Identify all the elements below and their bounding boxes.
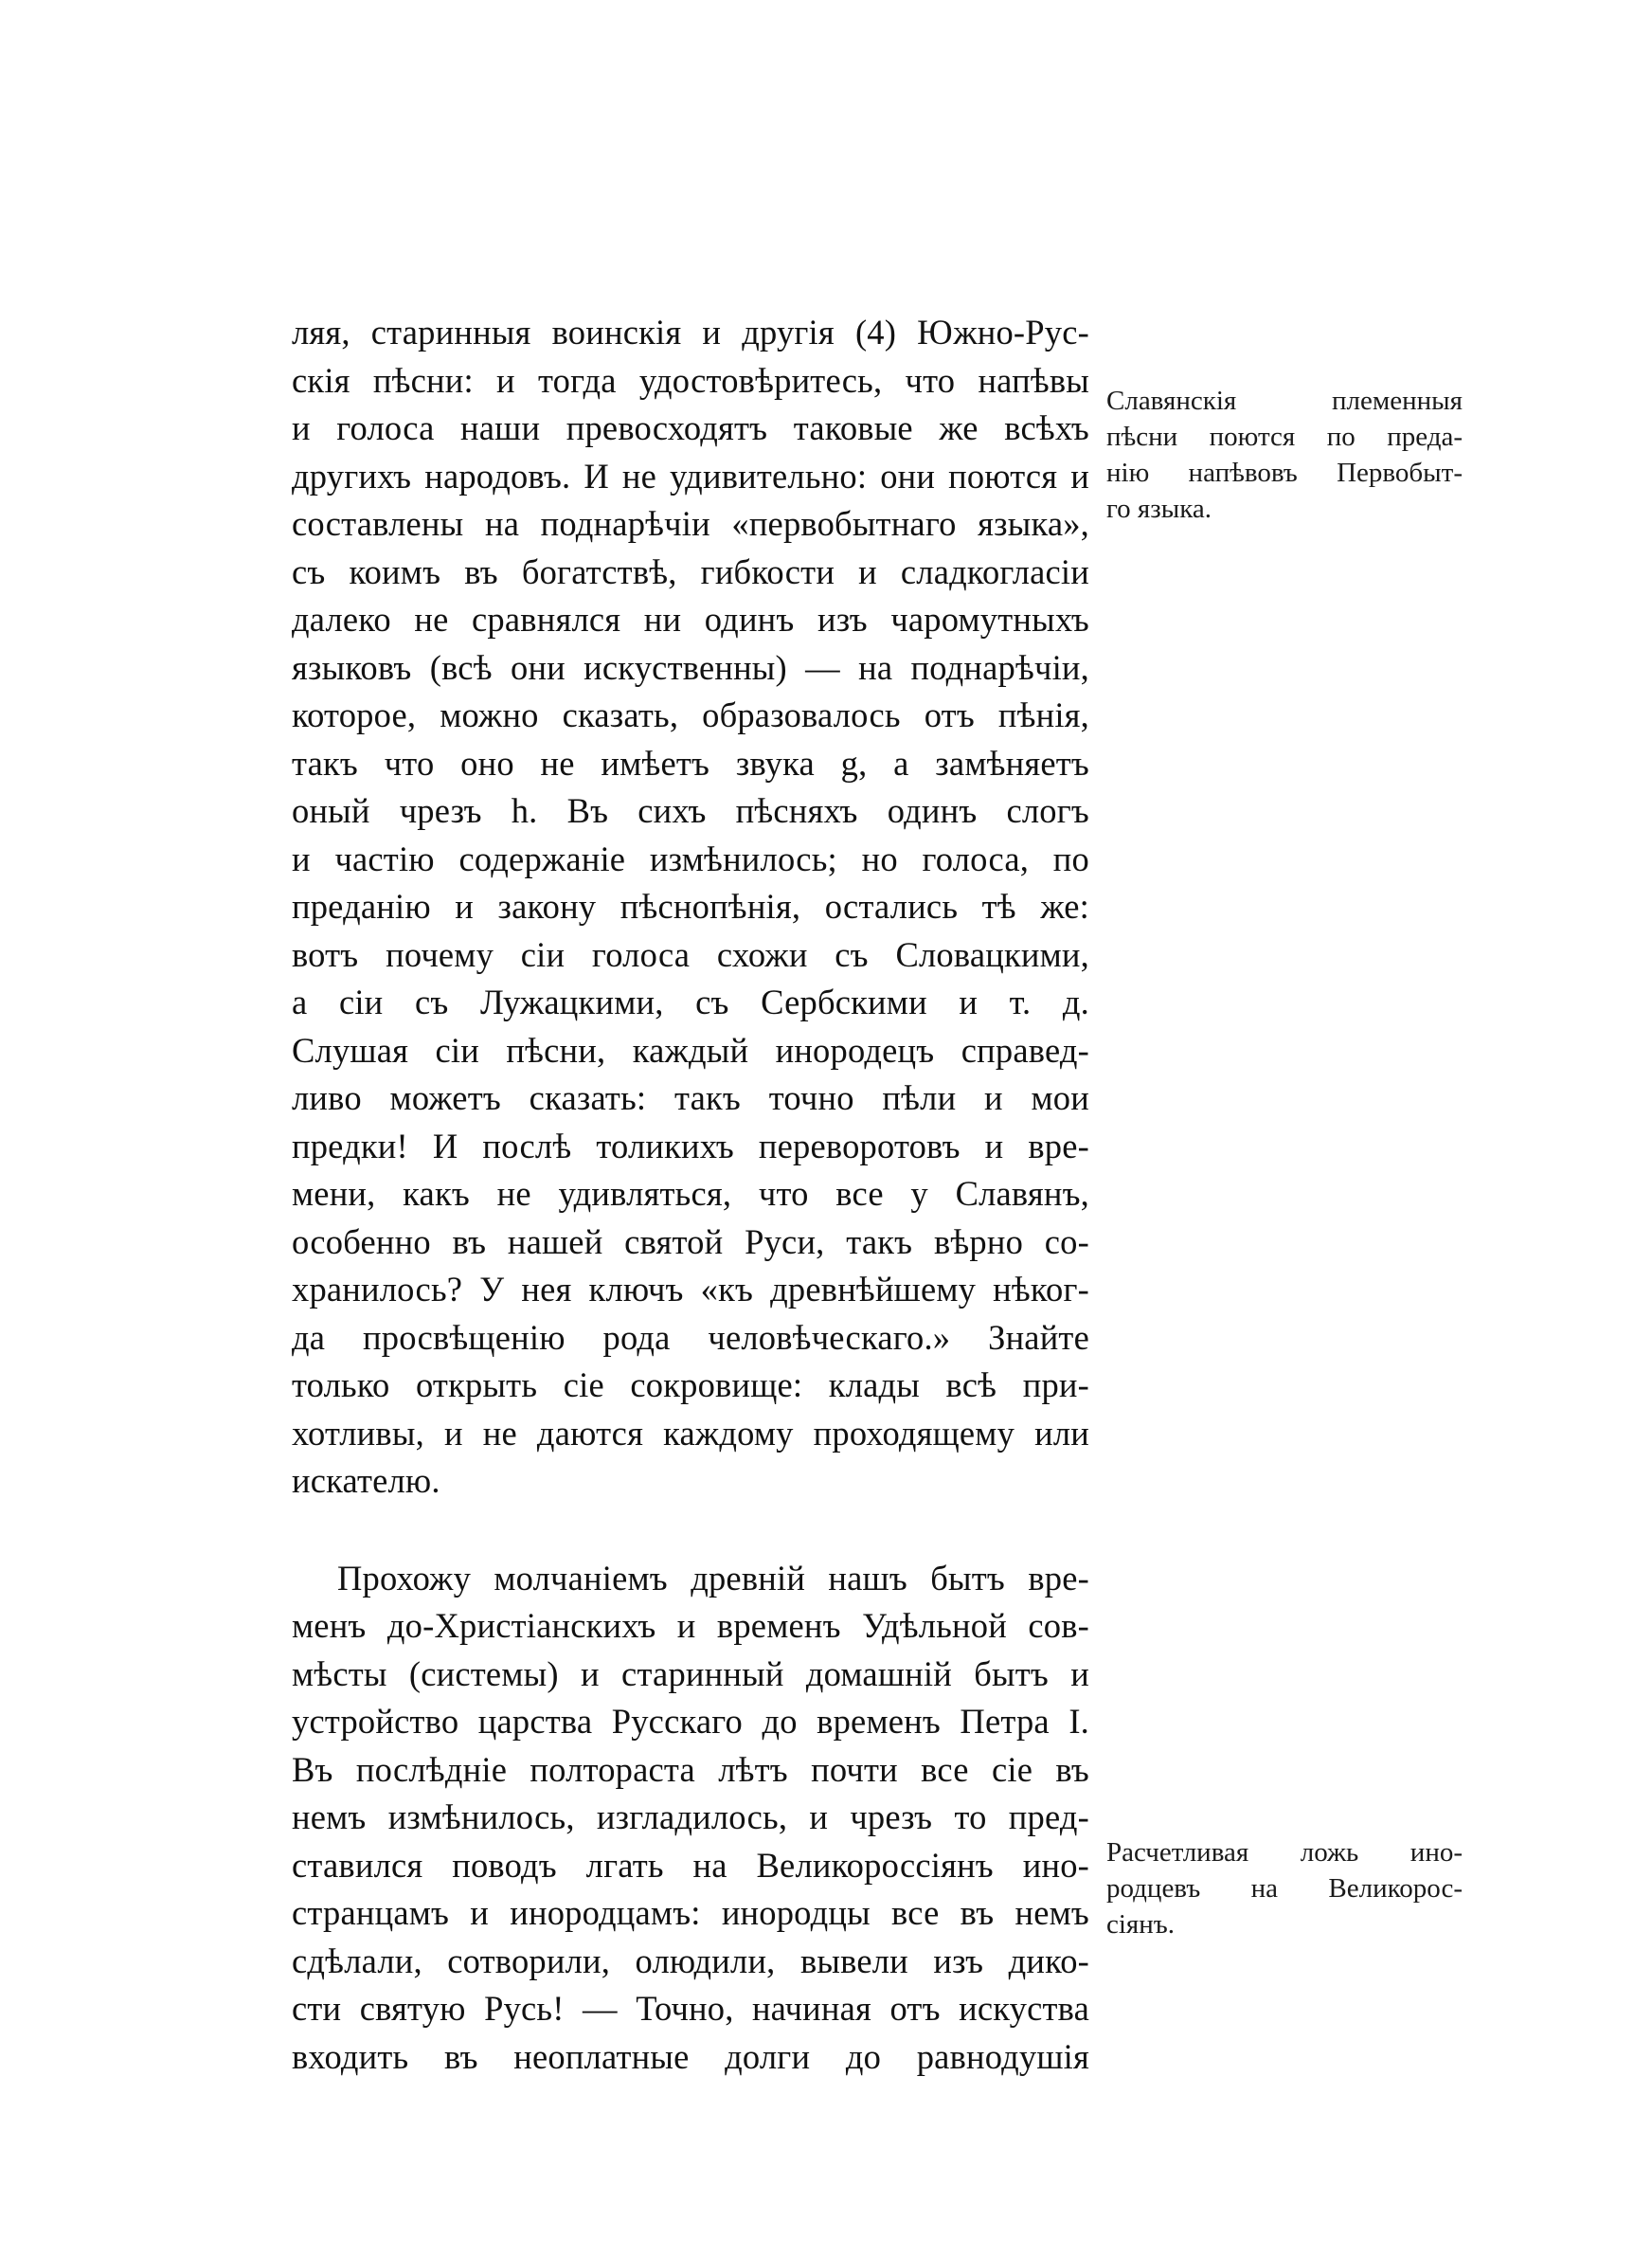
text-line: скія пѣсни: и тогда удостовѣритесь, что напѣвы xyxy=(292,360,1089,400)
margin-note-line: Расчетливая ложь ино- xyxy=(1106,1837,1463,1868)
text-line: другихъ народовъ. И не удивительно: они поются и xyxy=(292,456,1089,496)
margin-note-line: нію напѣвовъ Первобыт- xyxy=(1106,458,1463,488)
text-line: мени, какъ не удивляться, что все у Славянъ, xyxy=(292,1174,1089,1213)
margin-note-calculating-lies xyxy=(1106,1834,1463,1942)
text-line: вотъ почему сіи голоса схожи съ Словацкими, xyxy=(292,934,1089,974)
text-line: да просвѣщенію рода человѣческаго.» Знайте xyxy=(292,1317,1089,1357)
text-line: съ коимъ въ богатствѣ, гибкости и сладкогласіи xyxy=(292,551,1089,591)
text-line: Въ послѣдніе полтораста лѣтъ почти все сіе въ xyxy=(292,1749,1089,1789)
margin-note-line: пѣсни поются по преда- xyxy=(1106,422,1463,452)
text-line: только открыть сіе сокровище: клады всѣ при- xyxy=(292,1365,1089,1404)
text-line: менъ до-Христіанскихъ и временъ Удѣльной сов- xyxy=(292,1606,1089,1645)
text-line: сти святую Русь! — Точно, начиная отъ искуства xyxy=(292,1989,1089,2028)
text-line: хранилось? У нея ключъ «къ древнѣйшему нѣког- xyxy=(292,1270,1089,1309)
text-line: странцамъ и инородцамъ: инородцы все въ немъ xyxy=(292,1893,1089,1932)
text-line: устройство царства Русскаго до временъ Петра I. xyxy=(292,1702,1089,1741)
paragraph-2 xyxy=(292,1555,1089,2082)
text-line: преданію и закону пѣснопѣнія, остались тѣ же: xyxy=(292,887,1089,926)
text-line: предки! И послѣ толикихъ переворотовъ и вре- xyxy=(292,1126,1089,1165)
paragraph-1 xyxy=(292,309,1089,1506)
text-line: хотливы, и не даются каждому проходящему или xyxy=(292,1413,1089,1453)
margin-note-slavic-songs xyxy=(1106,383,1463,527)
margin-note-line: сіянъ. xyxy=(1106,1909,1176,1940)
text-line: Прохожу молчаніемъ древній нашъ бытъ вре- xyxy=(337,1558,1089,1598)
text-line: немъ измѣнилось, изгладилось, и чрезъ то пред- xyxy=(292,1797,1089,1836)
text-line: такъ что оно не имѣетъ звука g, а замѣняетъ xyxy=(292,743,1089,783)
text-line: и голоса наши превосходятъ таковые же всѣхъ xyxy=(292,408,1089,447)
text-line: составлены на поднарѣчіи «первобытнаго языка», xyxy=(292,504,1089,543)
main-text-column xyxy=(292,309,1089,2081)
text-line: сдѣлали, сотворили, олюдили, вывели изъ дико- xyxy=(292,1941,1089,1980)
text-line: ставился поводъ лгать на Великороссіянъ ино- xyxy=(292,1845,1089,1885)
margin-note-line: го языка. xyxy=(1106,494,1212,524)
text-line: далеко не сравнялся ни одинъ изъ чаромутныхъ xyxy=(292,600,1089,639)
text-line: особенно въ нашей святой Руси, такъ вѣрно со- xyxy=(292,1221,1089,1261)
text-line: ляя, старинныя воинскія и другія (4) Южно-Рус- xyxy=(292,313,1089,352)
text-line: языковъ (всѣ они искуственны) — на поднарѣчіи, xyxy=(292,647,1089,687)
margin-note-line: родцевъ на Великорос- xyxy=(1106,1873,1463,1904)
text-line: Слушая сіи пѣсни, каждый инородецъ справед- xyxy=(292,1030,1089,1070)
text-line: ливо можетъ сказать: такъ точно пѣли и мои xyxy=(292,1078,1089,1117)
text-line: мѣсты (системы) и старинный домашній бытъ и xyxy=(292,1653,1089,1693)
text-line: а сіи съ Лужацкими, съ Сербскими и т. д. xyxy=(292,983,1089,1021)
text-line: которое, можно сказать, образовалось отъ пѣнія, xyxy=(292,695,1089,734)
text-line: оный чрезъ h. Въ сихъ пѣсняхъ одинъ слогъ xyxy=(292,791,1089,830)
text-line: искателю. xyxy=(292,1461,440,1500)
text-line: входить въ неоплатные долги до равнодушія xyxy=(292,2036,1089,2076)
text-line: и частію содержаніе измѣнилось; но голоса, по xyxy=(292,839,1089,878)
margin-note-line: Славянскія племенныя xyxy=(1106,386,1463,416)
